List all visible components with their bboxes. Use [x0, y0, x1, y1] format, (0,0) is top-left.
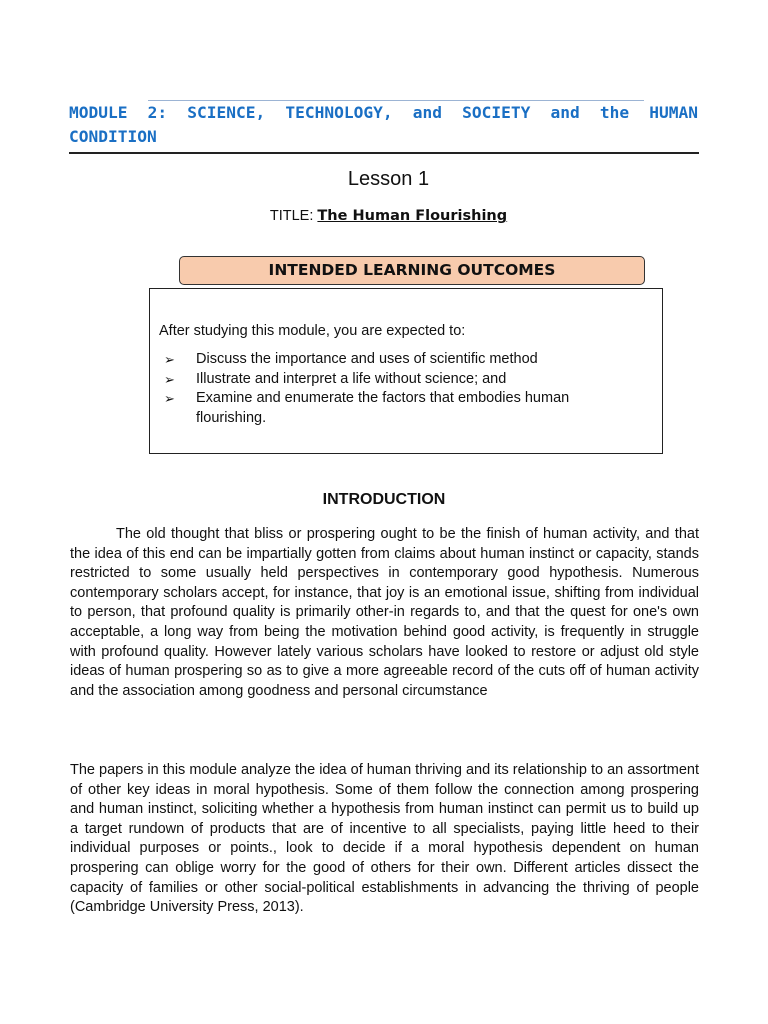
module-title: MODULE 2: SCIENCE, TECHNOLOGY, and SOCIETY and the HUMAN CONDITION — [69, 103, 698, 146]
outcomes-header: INTENDED LEARNING OUTCOMES — [179, 256, 645, 285]
outcome-item — [164, 389, 634, 428]
arrow-bullet-icon: ➢ — [164, 391, 175, 406]
lesson-title-line — [0, 206, 768, 226]
outcomes-intro: After studying this module, you are expected to: — [159, 323, 466, 339]
outcomes-list — [164, 350, 634, 428]
outcome-item-text: Illustrate and interpret a life without science; and — [196, 370, 507, 387]
lesson-title-prefix: TITLE: — [269, 208, 314, 224]
outcome-item-text: Discuss the importance and uses of scientific method — [196, 351, 538, 367]
arrow-bullet-icon: ➢ — [164, 371, 175, 387]
arrow-bullet-icon: ➢ — [164, 352, 175, 367]
outcome-item-text: Examine and enumerate the factors that embodies human flourishing. — [196, 390, 570, 426]
introduction-paragraph: The papers in this module analyze the idea of human thriving and its relationship to an assortment of other key ideas in moral hypothesis. Some of them follow the connection among prospering and human instinct, soliciting whether a hypothesis from human instinct can permit us to build up a target rundown of products that are of incentive to all specialists, paying little heed to their individual purposes or points., look to decide if a moral hypothesis dependent on human prospering can oblige worry for the good of others for their own. Different articles dissect the capacity of families or other social-political establishments in advancing the thriving of people (Cambridge University Press, 2013). — [70, 762, 699, 916]
outcome-item — [164, 350, 634, 370]
outcomes-box — [149, 288, 663, 454]
introduction-heading: INTRODUCTION — [322, 491, 446, 508]
title-underline-rule — [69, 152, 699, 154]
introduction-paragraph: The old thought that bliss or prospering ought to be the finish of human activity, and that the idea of this end can be impartially gotten from claims about human instinct or capacity, stands restricted to some usually held perspectives in contemporary good hypothesis. Numerous contemporary scholars accept, for instance, that joy is an emotional issue, shifting from individual to person, that profound quality is primarily other-in regards to, and that the quest for one's own acceptable, a long way from being the motivation behind good activity, is frequently in struggle with profound quality. However lately various scholars have looked to restore or adjust old style ideas of human prospering so as to give a more agreeable record of the cuts off of human activity and the association among goodness and personal circumstance — [70, 526, 699, 699]
lesson-title-value: The Human Flourishing — [317, 208, 508, 224]
outcome-item — [164, 370, 634, 390]
lesson-label: Lesson 1 — [347, 168, 430, 190]
